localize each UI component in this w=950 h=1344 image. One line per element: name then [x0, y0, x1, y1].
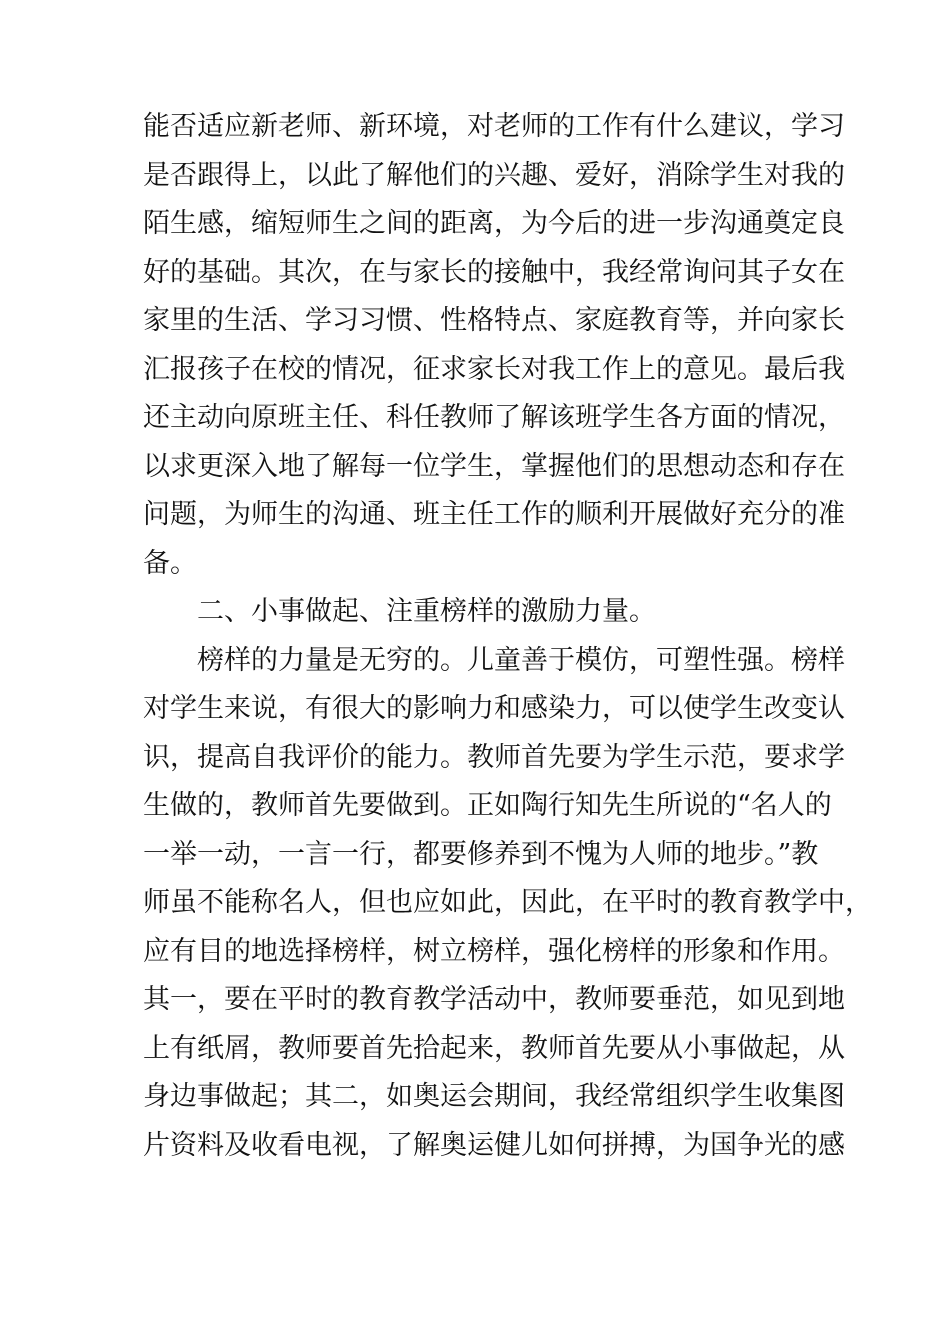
text-line: 对学生来说，有很大的影响力和感染力，可以使学生改变认 — [143, 693, 845, 724]
text-line: 还主动向原班主任、科任教师了解该班学生各方面的情况， — [143, 402, 845, 433]
text-line: 榜样的力量是无穷的。儿童善于模仿，可塑性强。榜样 — [197, 644, 845, 676]
text-line: 备。 — [143, 547, 197, 579]
text-line: 生做的，教师首先要做到。正如陶行知先生所说的“名人的 — [143, 790, 832, 821]
text-line: 以求更深入地了解每一位学生，掌握他们的思想动态和存在 — [143, 450, 845, 482]
text-line: 应有目的地选择榜样，树立榜样，强化榜样的形象和作用。 — [143, 935, 845, 967]
text-line: 汇报孩子在校的情况，征求家长对我工作上的意见。最后我 — [143, 353, 845, 385]
text-line: 识，提高自我评价的能力。教师首先要为学生示范，要求学 — [143, 741, 845, 773]
text-line: 一举一动，一言一行，都要修养到不愧为人师的地步。”教 — [143, 838, 819, 870]
section-heading: 二、小事做起、注重榜样的激励力量。 — [197, 596, 656, 627]
text-line: 身边事做起；其二，如奥运会期间，我经常组织学生收集图 — [143, 1081, 845, 1112]
text-line: 问题，为师生的沟通、班主任工作的顺利开展做好充分的准 — [143, 499, 845, 530]
text-line: 好的基础。其次，在与家长的接触中，我经常询问其子女在 — [143, 256, 845, 288]
text-line: 陌生感，缩短师生之间的距离，为今后的进一步沟通奠定良 — [143, 208, 845, 239]
text-line: 是否跟得上，以此了解他们的兴趣、爱好，消除学生对我的 — [143, 159, 845, 191]
text-line: 家里的生活、学习习惯、性格特点、家庭教育等，并向家长 — [143, 305, 845, 336]
text-line: 其一，要在平时的教育教学活动中，教师要垂范，如见到地 — [143, 984, 845, 1015]
text-line: 上有纸屑，教师要首先拾起来，教师首先要从小事做起，从 — [143, 1032, 845, 1064]
body-text — [143, 103, 872, 1170]
text-line: 片资料及收看电视，了解奥运健儿如何拼搏，为国争光的感 — [143, 1129, 845, 1161]
text-line: 师虽不能称名人，但也应如此，因此，在平时的教育教学中， — [143, 887, 872, 918]
text-line: 能否适应新老师、新环境，对老师的工作有什么建议，学习 — [143, 111, 845, 142]
